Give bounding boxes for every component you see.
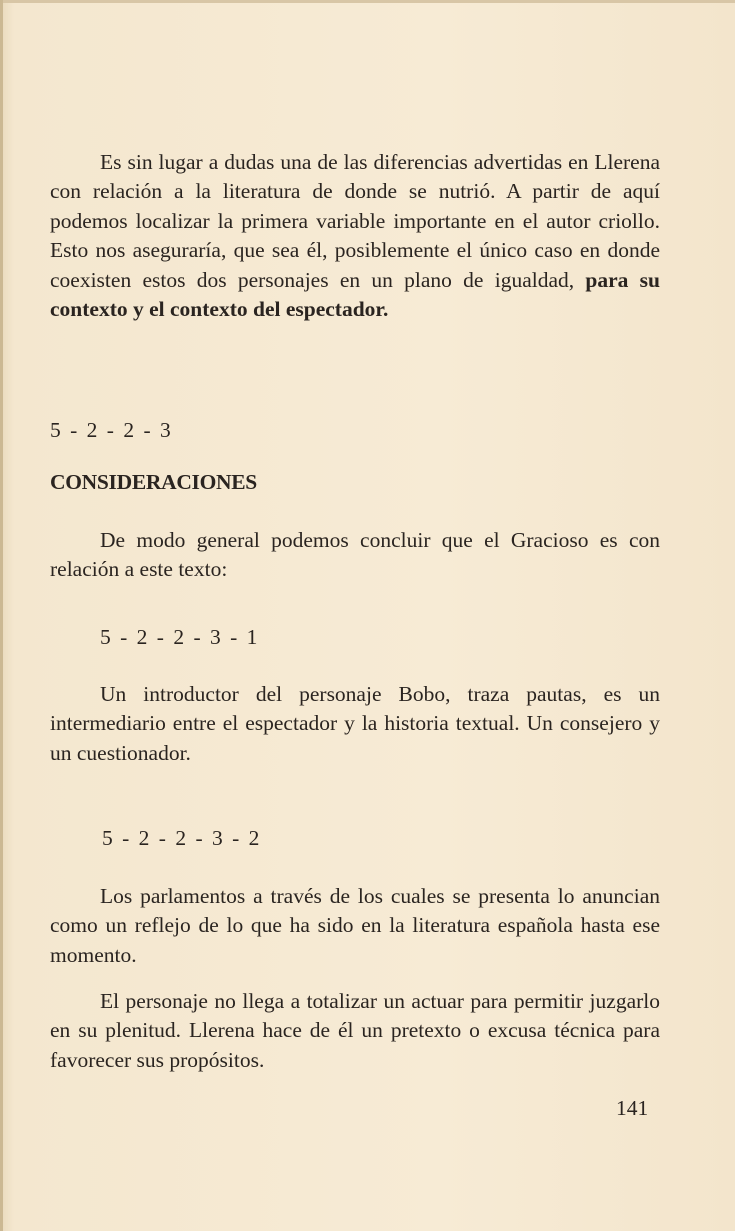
section-number-5-2-2-3-1: 5 - 2 - 2 - 3 - 1	[100, 625, 260, 649]
paragraph-intro-regular: Es sin lugar a dudas una de las diferencias advertidas en Llerena con relación a la literatura de donde se nutrió. A partir de aquí podemos localizar la primera variable importante en el autor criollo. Esto nos aseguraría, que sea él, posiblemente el único caso en donde coexisten estos dos personajes en un plano de igualdad,	[50, 150, 660, 292]
paragraph-conclusion-intro: De modo general podemos concluir que el Gracioso es con relación a este texto:	[50, 528, 660, 582]
paragraph-personaje: El personaje no llega a totalizar un actuar para permitir juzgarlo en su plenitud. Llerena hace de él un pretexto o excusa técnica para favorecer sus propósitos.	[50, 989, 660, 1072]
paragraph-intro-bold: para su contexto y el contexto del espectador.	[50, 267, 660, 322]
section-number-5-2-2-3-2: 5 - 2 - 2 - 3 - 2	[102, 826, 262, 850]
paragraph-introductor: Un introductor del personaje Bobo, traza pautas, es un intermediario entre el espectador y la historia textual. Un consejero y un cuestionador.	[50, 682, 660, 765]
page-binding-edge	[0, 0, 3, 1231]
page-number: 141	[616, 1096, 649, 1120]
section-number-5-2-2-3: 5 - 2 - 2 - 3	[50, 418, 173, 442]
section-heading: CONSIDERACIONES	[50, 470, 257, 494]
page-top-edge	[0, 0, 735, 3]
paragraph-intro	[50, 148, 660, 324]
paragraph-parlamentos: Los parlamentos a través de los cuales se presenta lo anuncian como un reflejo de lo que ha sido en la literatura española hasta ese momento.	[50, 884, 660, 967]
